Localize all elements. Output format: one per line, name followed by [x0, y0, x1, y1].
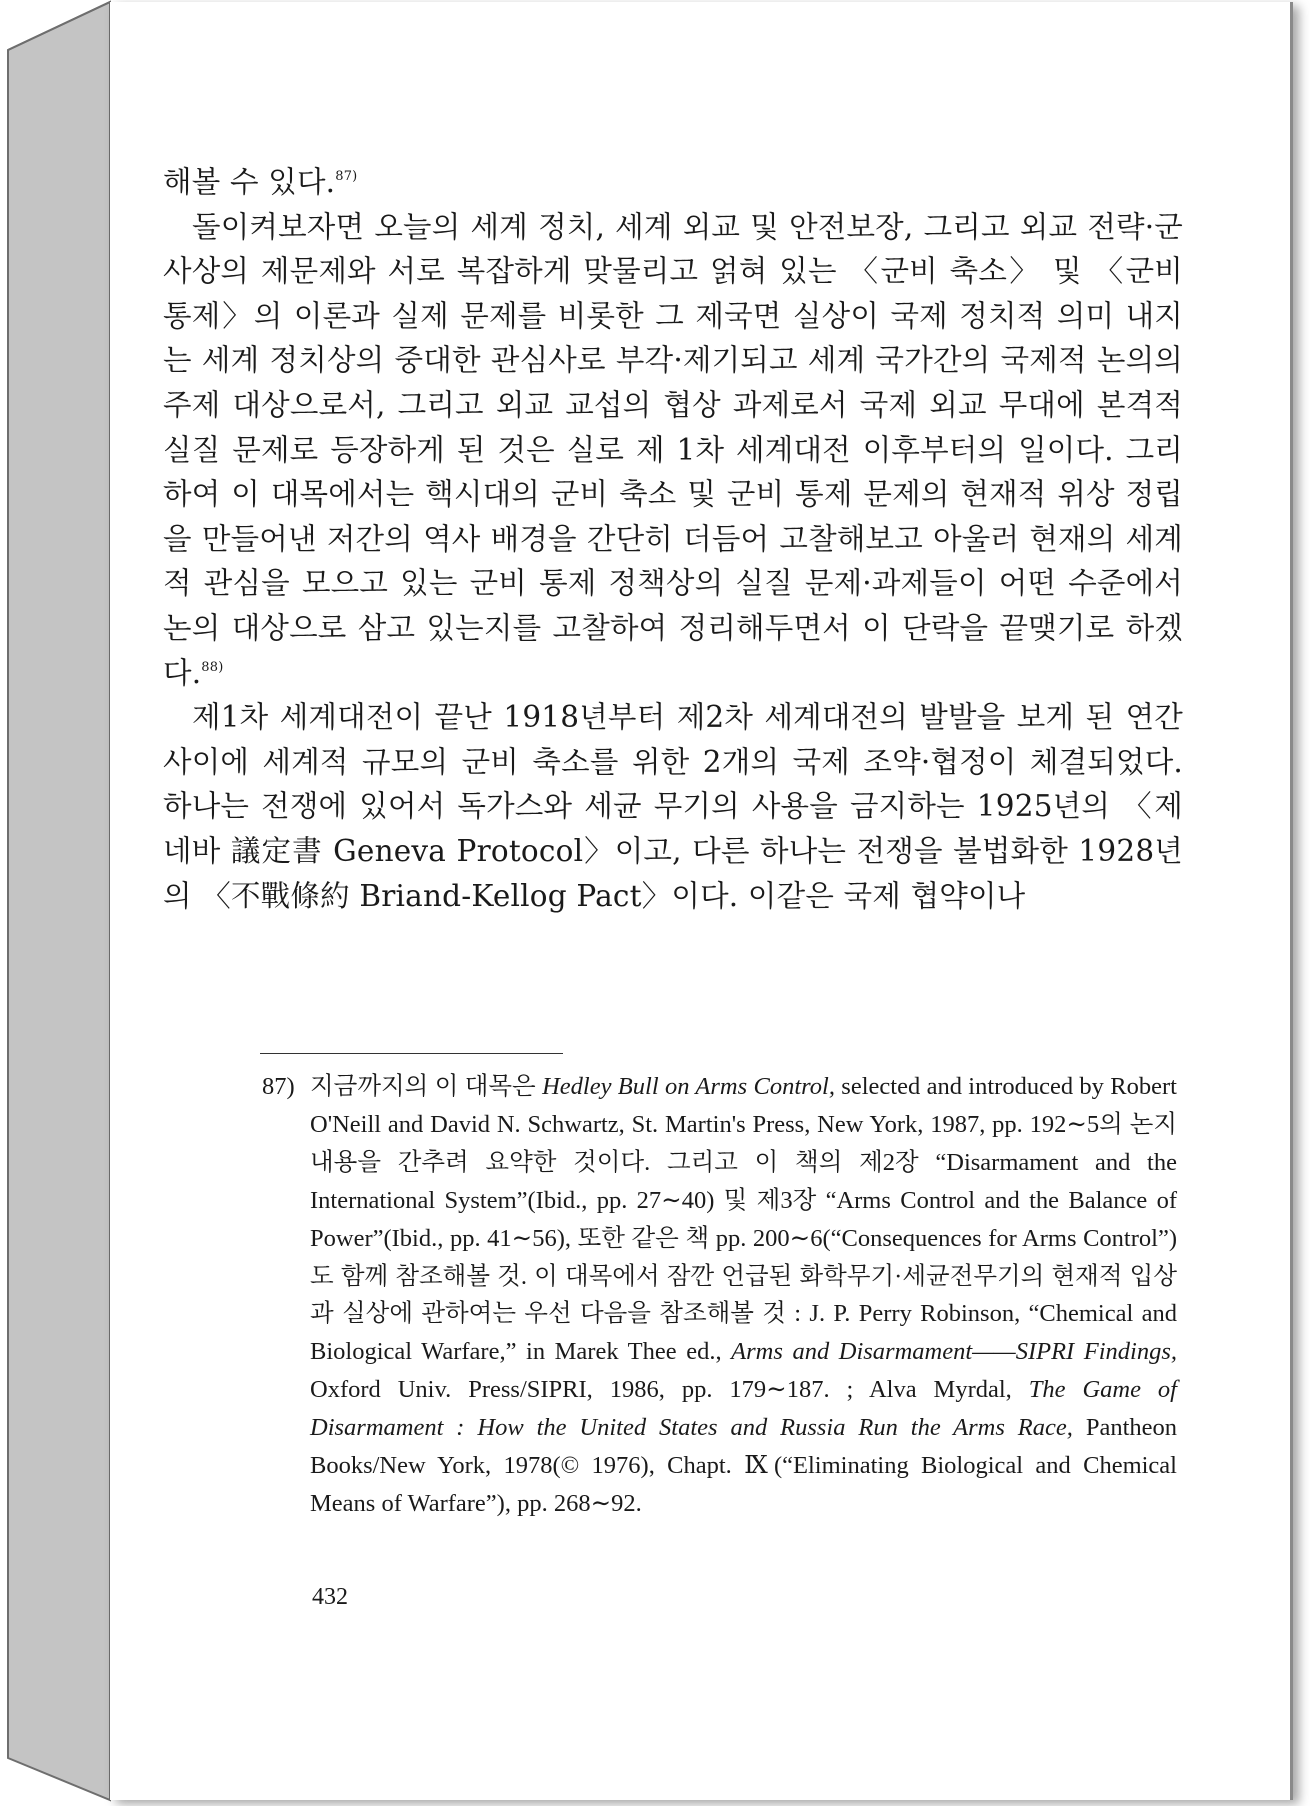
- footnote-segment: Pantheon Books/New York, 1978(© 1976), Chapt. Ⅸ(“Eliminating Biological and Chemical Means of Warfare”), pp. 268∼92.: [310, 1414, 1178, 1517]
- paragraph-text: 제1차 세계대전이 끝난 1918년부터 제2차 세계대전의 발발을 보게 된 연간 사이에 세계적 규모의 군비 축소를 위한 2개의 국제 조약·협정이 체결되었다. 하나는 전쟁에 있어서 독가스와 세균 무기의 사용을 금지하는 1925년의 〈제네바 議定書 Geneva Protocol〉이고, 다른 하나는 전쟁을 불법화한 1928년의 〈不戰條約 Briand-Kellog Pact〉이다. 이같은 국제 협약이나: [163, 700, 1183, 913]
- paragraph-text: 해볼 수 있다.: [163, 165, 336, 199]
- footnote-text: [310, 1068, 1177, 1523]
- footnote-number: 87): [262, 1073, 295, 1100]
- footnote-title: Hedley Bull on Arms Control,: [542, 1073, 835, 1100]
- footnote-segment: selected and introduced by Robert O'Neill and David N. Schwartz, St. Martin's Press, New York, 1987, pp. 192∼5의 논지내용을 간추려 요약한 것이다. 그리고 이 책의 제2장 “Disarmament and the International System”(Ibid., pp. 27∼40) 및 제3장 “Arms Control and the Balance of Power”(Ibid., pp. 41∼56), 또한 같은 책 pp. 200∼6(“Consequences for Arms Control”)도 함께 참조해볼 것. 이 대목에서 잠깐 언급된 화학무기·세균전무기의 현재적 입상과 실상에 관하여는 우선 다음을 참조해볼 것 : J. P. Perry Robinson, “Chemical and Biological Warfare,” in Marek Thee ed.,: [310, 1073, 1177, 1366]
- paragraph: [163, 695, 1183, 918]
- footnote-title: Arms and Disarmament——SIPRI Findings,: [731, 1338, 1178, 1366]
- footnote-title: The Game of Disarmament : How the United States and Russia Run the Arms Race,: [310, 1376, 1177, 1442]
- footnote-segment: 지금까지의 이 대목은: [310, 1073, 543, 1100]
- page-number: 432: [312, 1584, 348, 1610]
- paragraph-continuation: [163, 160, 1183, 205]
- paragraph-text: 돌이켜보자면 오늘의 세계 정치, 세계 외교 및 안전보장, 그리고 외교 전략·군사상의 제문제와 서로 복잡하게 맞물리고 얽혀 있는 〈군비 축소〉 및 〈군비 통제〉의 이론과 실제 문제를 비롯한 그 제국면 실상이 국제 정치적 의미 내지는 세계 정치상의 중대한 관심사로 부각·제기되고 세계 국가간의 국제적 논의의 주제 대상으로서, 그리고 외교 교섭의 협상 과제로서 국제 외교 무대에 본격적 실질 문제로 등장하게 된 것은 실로 제 1차 세계대전 이후부터의 일이다. 그리하여 이 대목에서는 핵시대의 군비 축소 및 군비 통제 문제의 현재적 위상 정립을 만들어낸 저간의 역사 배경을 간단히 더듬어 고찰해보고 아울러 현재의 세계적 관심을 모으고 있는 군비 통제 정책상의 실질 문제·과제들이 어떤 수준에서 논의 대상으로 삼고 있는지를 고찰하여 정리해두면서 이 단락을 끝맺기로 하겠다.: [163, 209, 1183, 690]
- footnote-ref: 88): [201, 659, 224, 675]
- footnote-divider: [260, 1053, 563, 1054]
- book-spine-edge: [0, 0, 112, 1806]
- body-text: [163, 160, 1183, 918]
- footnote-segment: Oxford Univ. Press/SIPRI, 1986, pp. 179∼187. ; Alva Myrdal,: [310, 1376, 1029, 1404]
- paragraph: [163, 205, 1183, 696]
- footnote-ref: 87): [335, 169, 358, 184]
- footnote: [262, 1068, 1177, 1523]
